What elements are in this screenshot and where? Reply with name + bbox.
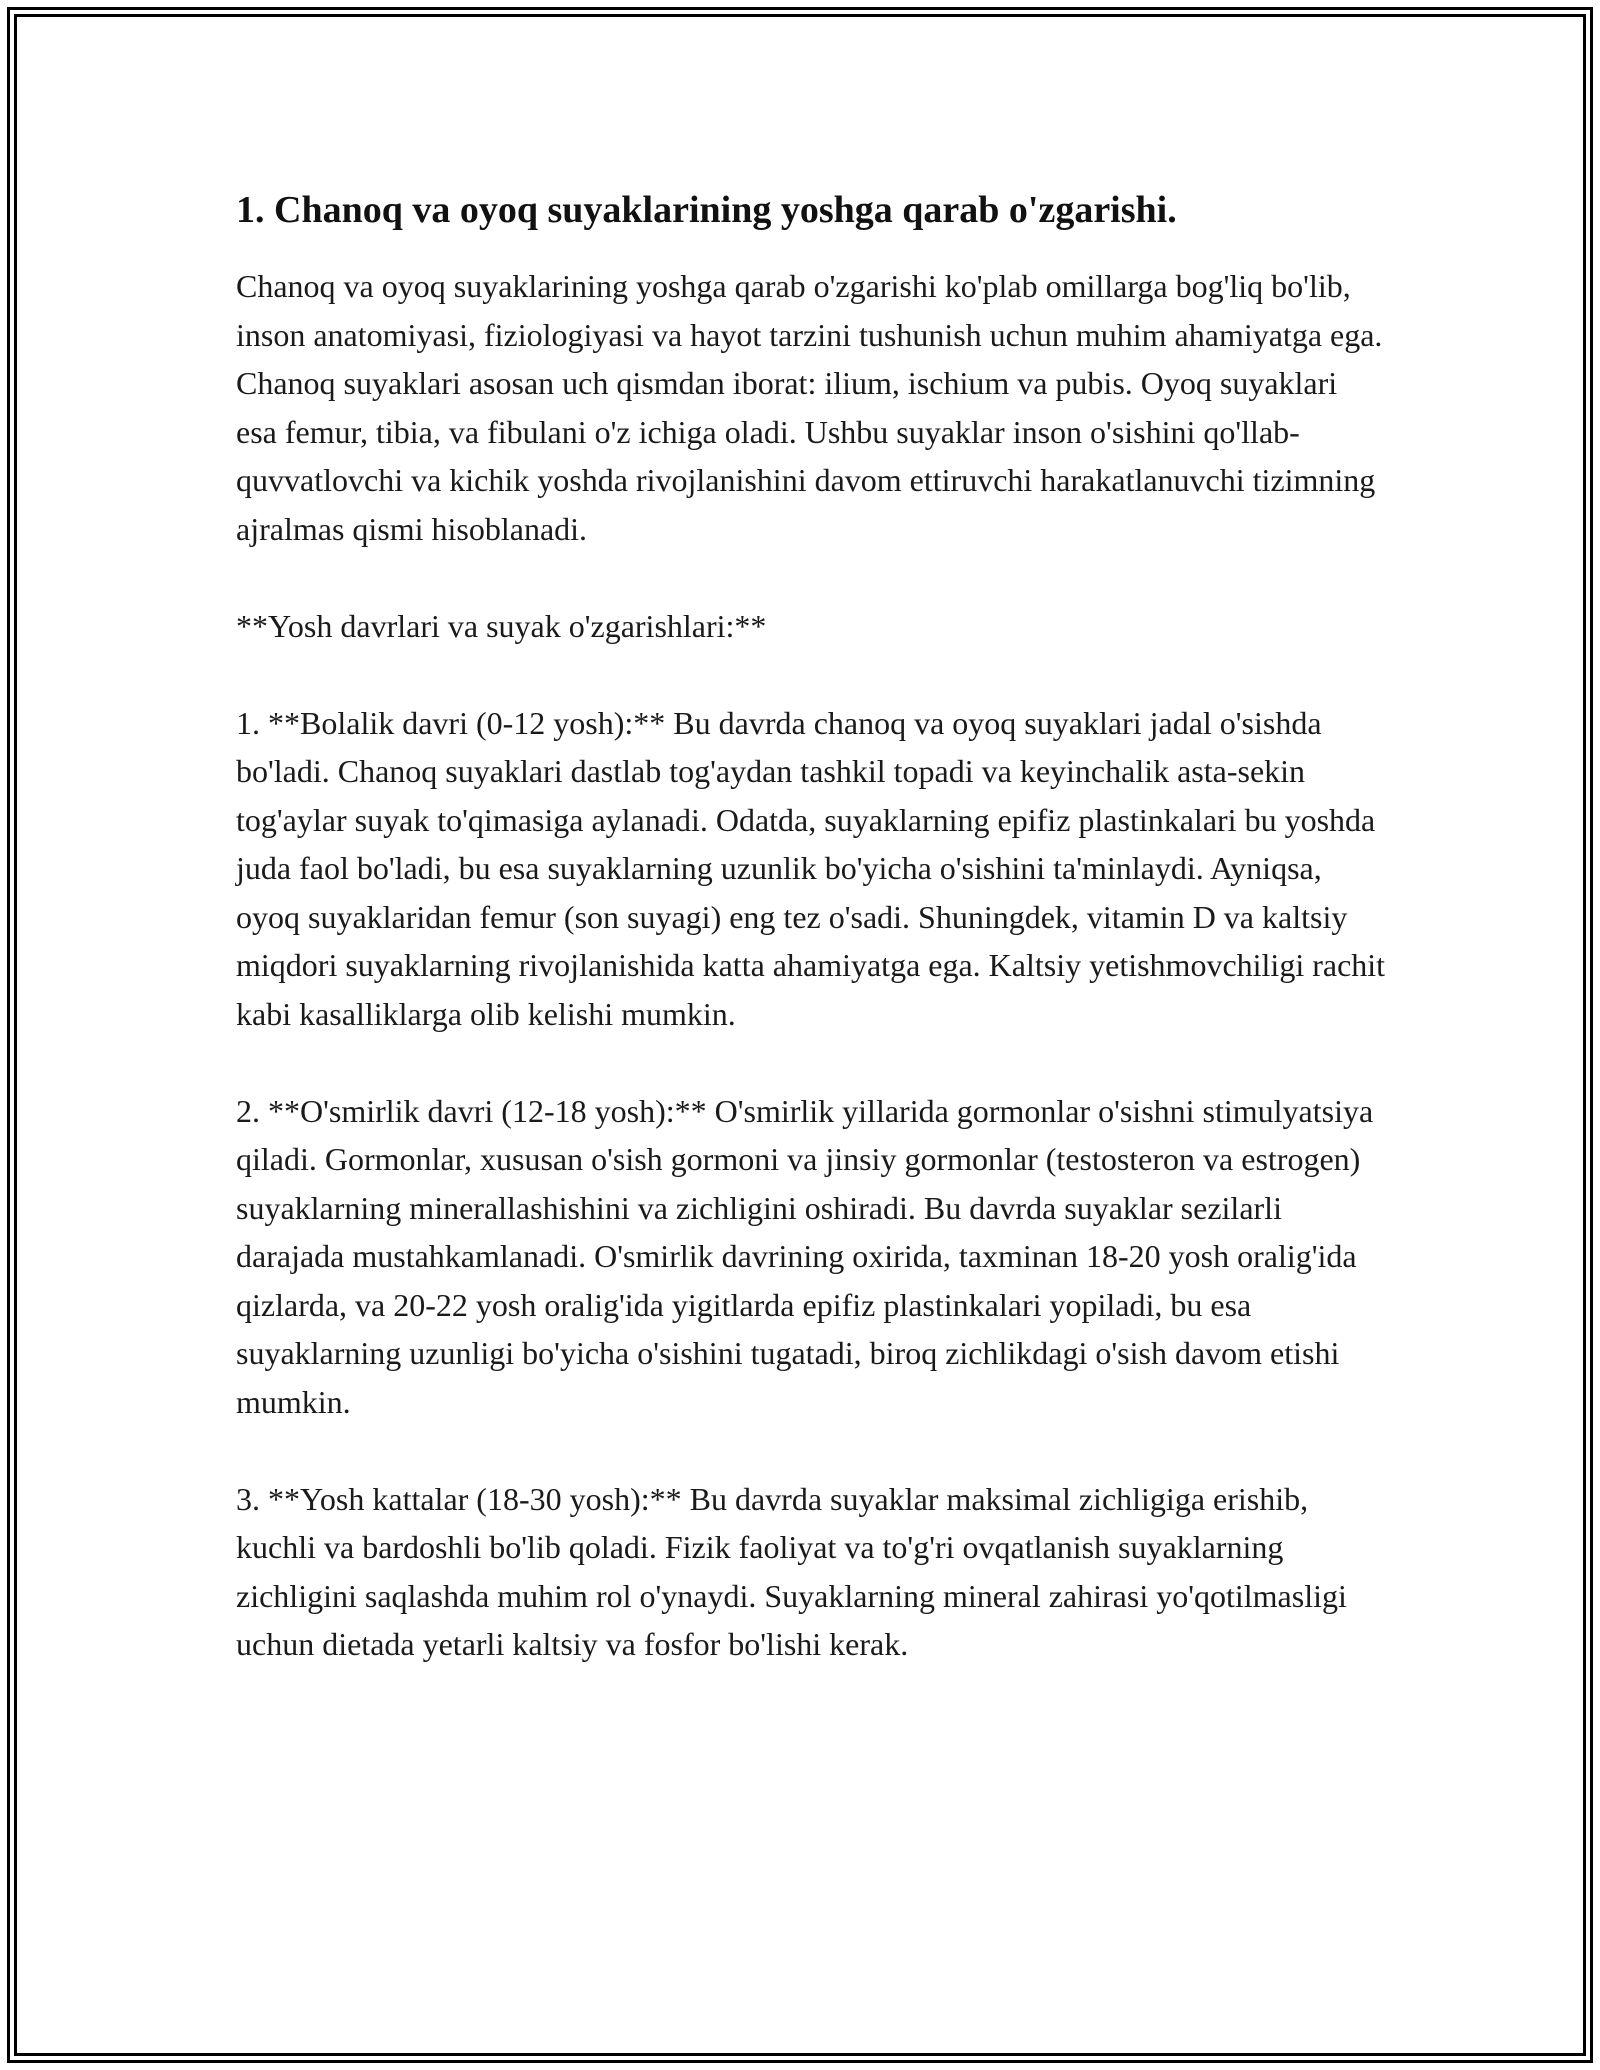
paragraph-young-adults: 3. **Yosh kattalar (18-30 yosh):** Bu davrda suyaklar maksimal zichligiga erishib, kuchli va bardoshli bo'lib qoladi. Fizik faoliyat va to'g'ri ovqatlanish suyaklarning zichligini saqlashda muhim rol o'ynaydi. Suyaklarning mineral zahirasi yo'qotilmasligi uchun dietada yetarli kaltsiy va fosfor bo'lishi kerak. xyxy=(236,1480,1347,1662)
intro-paragraph: Chanoq va oyoq suyaklarining yoshga qarab o'zgarishi ko'plab omillarga bog'liq bo'lib, inson anatomiyasi, fiziologiyasi va hayot tarzini tushunish uchun muhim ahamiyatga ega. Chanoq suyaklari asosan uch qismdan iborat: ilium, ischium va pubis. Oyoq suyaklari esa femur, tibia, va fibulani o'z ichiga oladi. Ushbu suyaklar inson o'sishini qo'llab-quvvatlovchi va kichik yoshda rivojlanishini davom ettiruvchi harakatlanuvchi tizimning ajralmas qismi hisoblanadi. xyxy=(236,268,1383,547)
document-title: 1. Chanoq va oyoq suyaklarining yoshga qarab o'zgarishi. xyxy=(236,189,1177,231)
paragraph-childhood: 1. **Bolalik davri (0-12 yosh):** Bu davrda chanoq va oyoq suyaklari jadal o'sishda bo'ladi. Chanoq suyaklari dastlab tog'aydan tashkil topadi va keyinchalik asta-sekin tog'aylar suyak to'qimasiga aylanadi. Odatda, suyaklarning epifiz plastinkalari bu yoshda juda faol bo'ladi, bu esa suyaklarning uzunlik bo'yicha o'sishini ta'minlaydi. Ayniqsa, oyoq suyaklaridan femur (son suyagi) eng tez o'sadi. Shuningdek, vitamin D va kaltsiy miqdori suyaklarning rivojlanishida katta ahamiyatga ega. Kaltsiy yetishmovchiligi rachit kabi kasalliklarga olib kelishi mumkin. xyxy=(236,704,1386,1032)
section-heading-age-periods: **Yosh davrlari va suyak o'zgarishlari:** xyxy=(236,607,767,644)
paragraph-adolescence: 2. **O'smirlik davri (12-18 yosh):** O'smirlik yillarida gormonlar o'sishni stimulyatsiya qiladi. Gormonlar, xususan o'sish gormoni va jinsiy gormonlar (testosteron va estrogen) suyaklarning minerallashishini va zichligini oshiradi. Bu davrda suyaklar sezilarli darajada mustahkamlanadi. O'smirlik davrining oxirida, taxminan 18-20 yosh oralig'ida qizlarda, va 20-22 yosh oralig'ida yigitlarda epifiz plastinkalari yopiladi, bu esa suyaklarning uzunligi bo'yicha o'sishini tugatadi, biroq zichlikdagi o'sish davom etishi mumkin. xyxy=(236,1092,1374,1420)
document-body xyxy=(236,186,1386,1717)
